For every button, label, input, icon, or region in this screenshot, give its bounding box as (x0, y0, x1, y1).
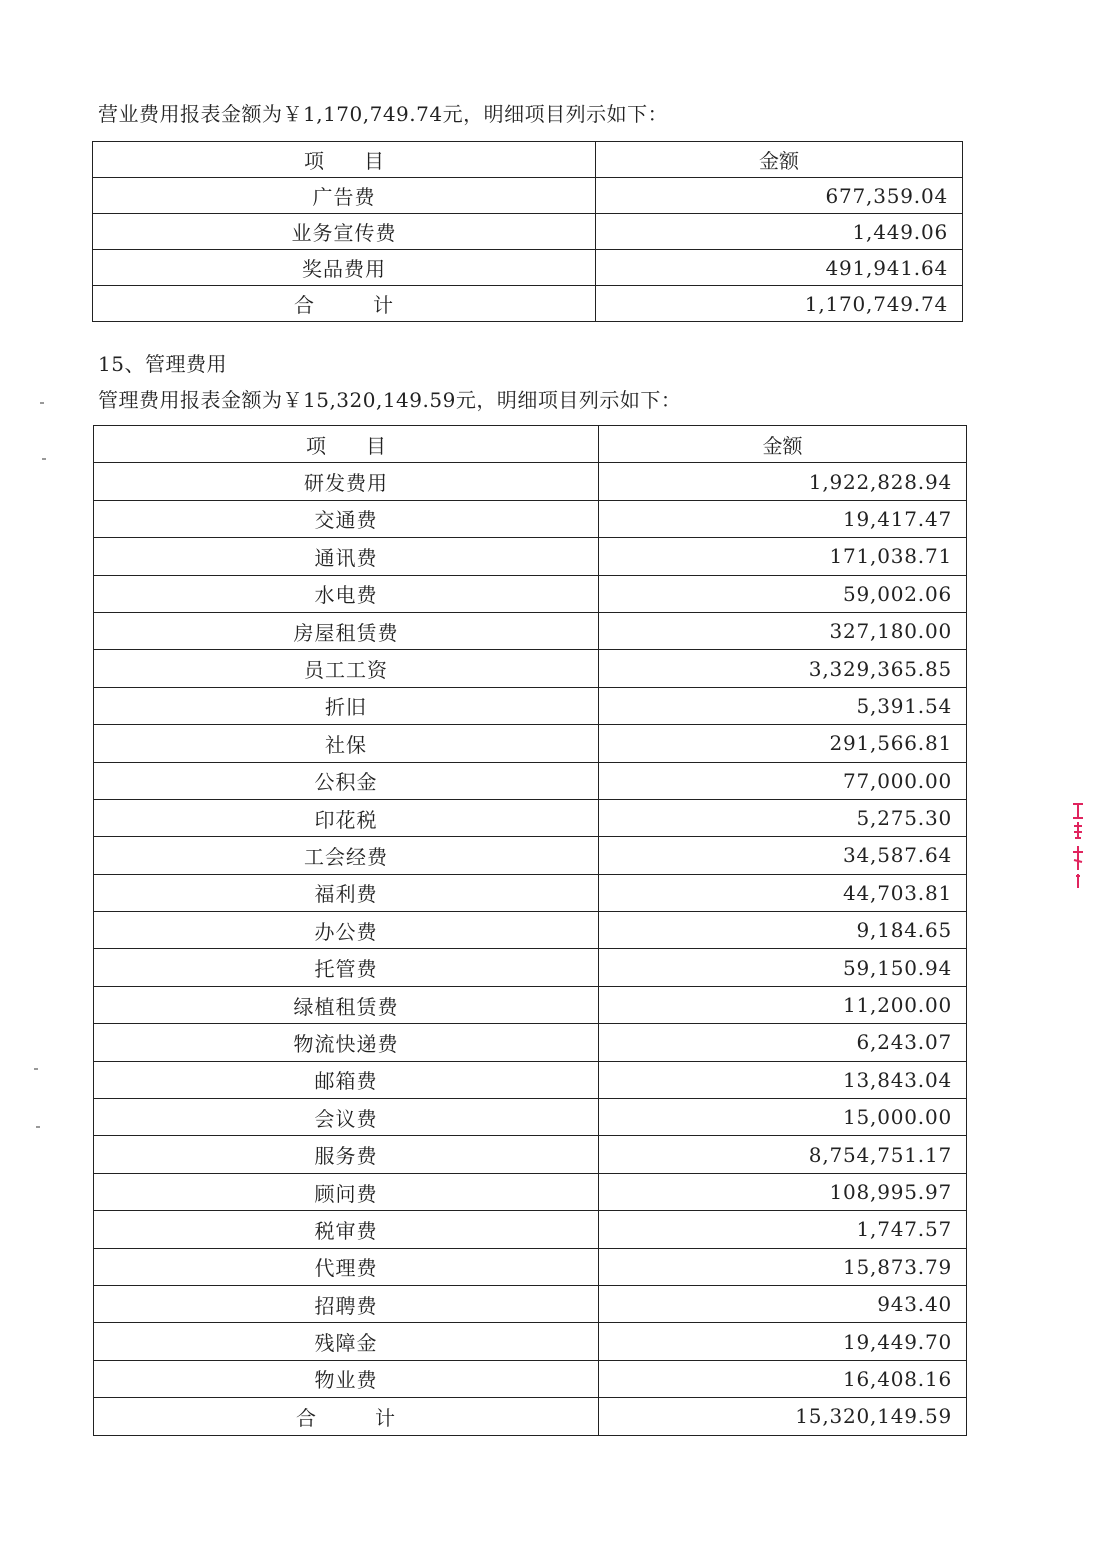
table-row (94, 1136, 967, 1173)
row-amount: 34,587.64 (599, 837, 967, 874)
table-row (94, 874, 967, 911)
selling-expense-intro: 营业费用报表金额为￥1,170,749.74元，明细项目列示如下： (98, 102, 669, 126)
table-row (93, 214, 963, 250)
row-amount: 15,873.79 (599, 1248, 967, 1285)
row-item: 绿植租赁费 (94, 986, 599, 1023)
row-amount: 11,200.00 (599, 986, 967, 1023)
row-item: 工会经费 (94, 837, 599, 874)
total-row (93, 286, 963, 322)
table-row (94, 1061, 967, 1098)
row-amount: 677,359.04 (596, 178, 963, 214)
admin-expense-table (93, 425, 967, 1436)
table-row (94, 463, 967, 500)
row-amount: 44,703.81 (599, 874, 967, 911)
table-row (94, 1024, 967, 1061)
header-amount: 金额 (599, 426, 967, 463)
table-row (94, 1323, 967, 1360)
row-item: 交通费 (94, 500, 599, 537)
scan-speck (40, 402, 44, 404)
header-amount: 金额 (596, 142, 963, 178)
row-amount: 13,843.04 (599, 1061, 967, 1098)
row-item: 会议费 (94, 1099, 599, 1136)
row-item: 托管费 (94, 949, 599, 986)
row-amount: 1,449.06 (596, 214, 963, 250)
row-item: 顾问费 (94, 1173, 599, 1210)
row-item: 折旧 (94, 687, 599, 724)
table-row (94, 986, 967, 1023)
row-amount: 19,449.70 (599, 1323, 967, 1360)
row-amount: 291,566.81 (599, 725, 967, 762)
row-item: 公积金 (94, 762, 599, 799)
row-amount: 77,000.00 (599, 762, 967, 799)
row-item: 代理费 (94, 1248, 599, 1285)
table-row (94, 762, 967, 799)
row-amount: 6,243.07 (599, 1024, 967, 1061)
total-label: 合 计 (93, 286, 596, 322)
row-amount: 19,417.47 (599, 500, 967, 537)
table-row (94, 500, 967, 537)
table-row (94, 575, 967, 612)
table-row (93, 178, 963, 214)
row-amount: 59,002.06 (599, 575, 967, 612)
selling-expense-table (92, 141, 963, 322)
table-row (94, 538, 967, 575)
row-item: 物业费 (94, 1360, 599, 1397)
row-amount: 171,038.71 (599, 538, 967, 575)
table-row (94, 687, 967, 724)
header-item: 项 目 (93, 142, 596, 178)
row-amount: 15,000.00 (599, 1099, 967, 1136)
row-item: 水电费 (94, 575, 599, 612)
row-amount: 9,184.65 (599, 912, 967, 949)
table-header-row (93, 142, 963, 178)
row-amount: 16,408.16 (599, 1360, 967, 1397)
row-amount: 8,754,751.17 (599, 1136, 967, 1173)
table-row (93, 250, 963, 286)
row-item: 奖品费用 (93, 250, 596, 286)
table-row (94, 1173, 967, 1210)
table-row (94, 799, 967, 836)
table-row (94, 1099, 967, 1136)
row-amount: 943.40 (599, 1285, 967, 1322)
row-amount: 1,922,828.94 (599, 463, 967, 500)
row-amount: 5,275.30 (599, 799, 967, 836)
table-row (94, 912, 967, 949)
row-item: 物流快递费 (94, 1024, 599, 1061)
row-amount: 59,150.94 (599, 949, 967, 986)
row-item: 广告费 (93, 178, 596, 214)
header-item: 项 目 (94, 426, 599, 463)
row-item: 税审费 (94, 1211, 599, 1248)
table-row (94, 1285, 967, 1322)
admin-expense-intro: 管理费用报表金额为￥15,320,149.59元，明细项目列示如下： (98, 388, 682, 412)
table-row (94, 1211, 967, 1248)
table-row (94, 837, 967, 874)
row-amount: 491,941.64 (596, 250, 963, 286)
table-header-row (94, 426, 967, 463)
table-row (94, 650, 967, 687)
table-row (94, 949, 967, 986)
table-row (94, 725, 967, 762)
row-item: 办公费 (94, 912, 599, 949)
total-row (94, 1398, 967, 1435)
row-amount: 3,329,365.85 (599, 650, 967, 687)
row-amount: 327,180.00 (599, 612, 967, 649)
row-amount: 108,995.97 (599, 1173, 967, 1210)
table-row (94, 612, 967, 649)
row-item: 残障金 (94, 1323, 599, 1360)
row-item: 业务宣传费 (93, 214, 596, 250)
row-item: 招聘费 (94, 1285, 599, 1322)
row-item: 邮箱费 (94, 1061, 599, 1098)
total-amount: 1,170,749.74 (596, 286, 963, 322)
row-item: 社保 (94, 725, 599, 762)
total-amount: 15,320,149.59 (599, 1398, 967, 1435)
row-item: 通讯费 (94, 538, 599, 575)
row-item: 员工工资 (94, 650, 599, 687)
row-item: 服务费 (94, 1136, 599, 1173)
row-item: 福利费 (94, 874, 599, 911)
row-amount: 5,391.54 (599, 687, 967, 724)
scan-speck (34, 1068, 38, 1070)
row-item: 印花税 (94, 799, 599, 836)
row-item: 房屋租赁费 (94, 612, 599, 649)
table-row (94, 1360, 967, 1397)
seal-stamp-icon (1070, 800, 1086, 890)
scan-speck (42, 458, 46, 460)
scan-speck (36, 1126, 40, 1128)
row-amount: 1,747.57 (599, 1211, 967, 1248)
table-row (94, 1248, 967, 1285)
row-item: 研发费用 (94, 463, 599, 500)
total-label: 合 计 (94, 1398, 599, 1435)
section-heading-admin-expense: 15、管理费用 (98, 352, 227, 376)
